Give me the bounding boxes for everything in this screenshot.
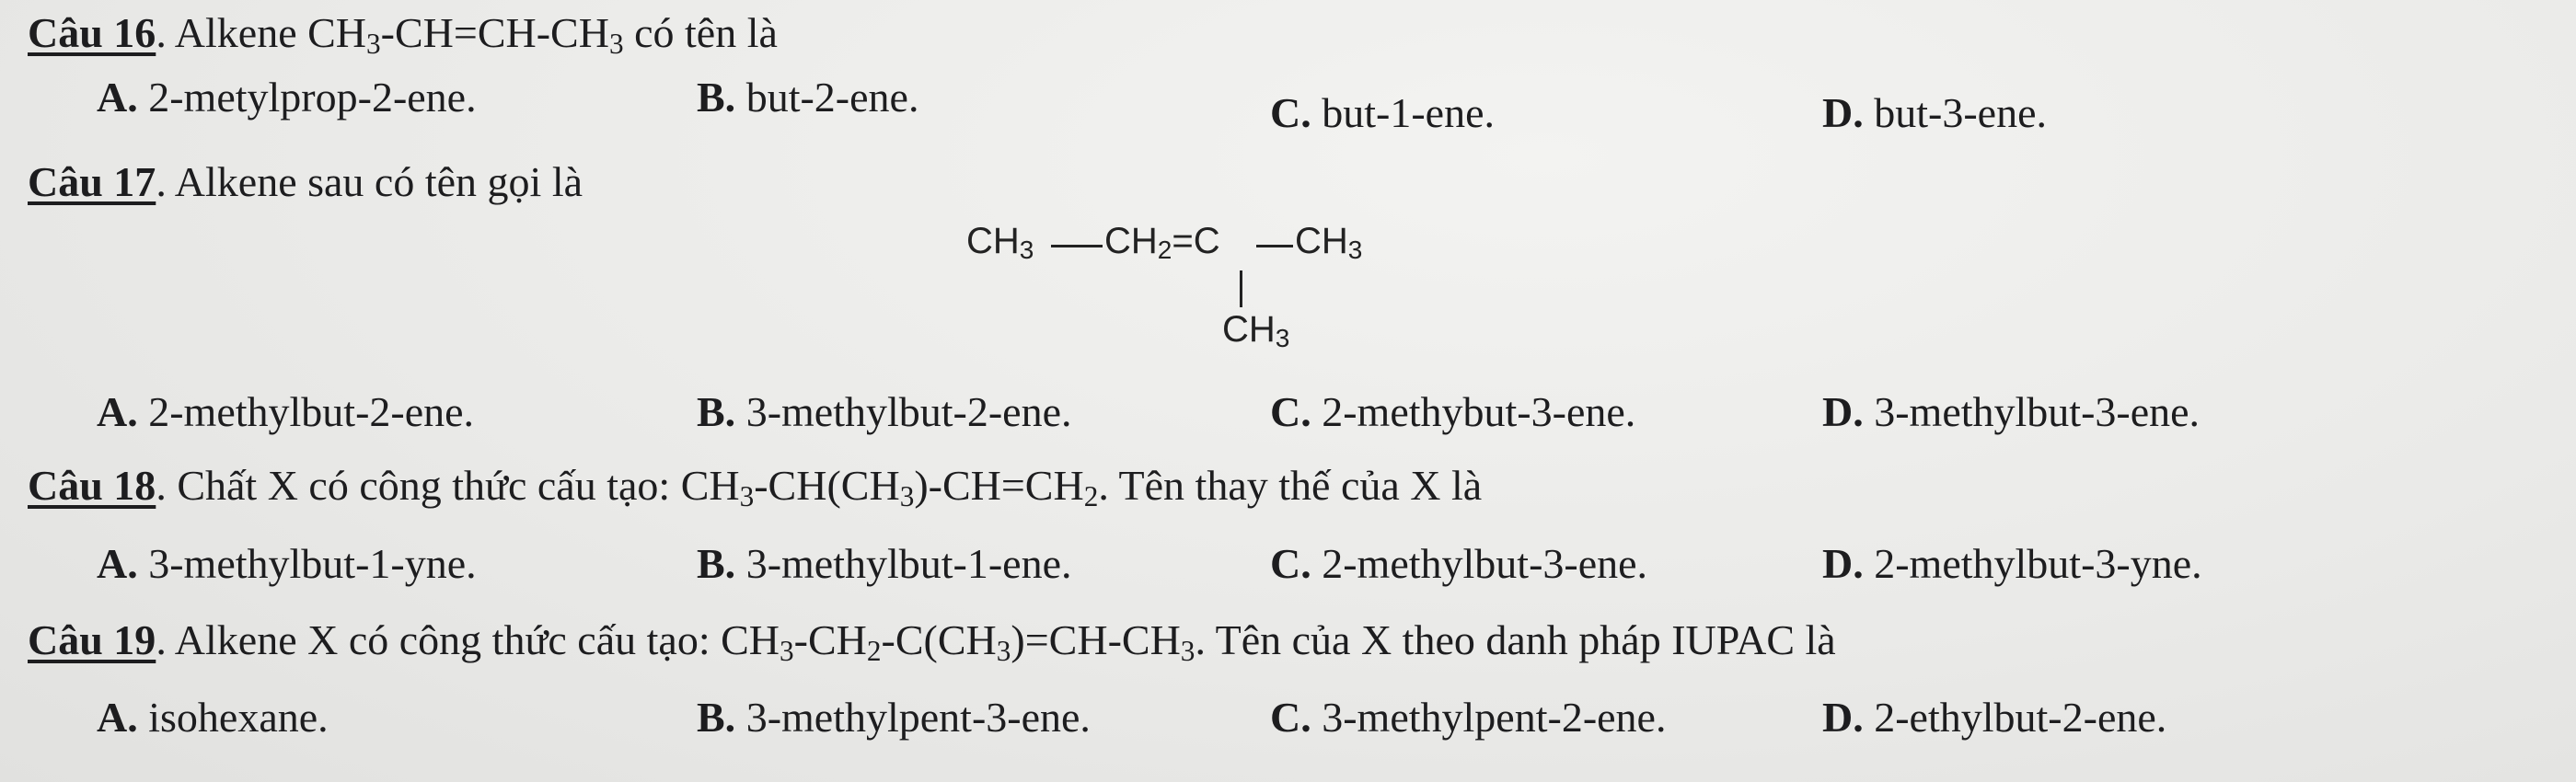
question-18-option-d[interactable]: D. 2-methylbut-3-yne. [1822, 540, 2202, 587]
question-18-option-a[interactable]: A. 3-methylbut-1-yne. [97, 540, 477, 587]
question-19-stem: Câu 19. Alkene X có công thức cấu tạo: $CH_3-CH_2-C(CH_3)=CH-CH_3$. Tên của X theo danh pháp IUPAC là [28, 616, 1836, 667]
question-18-formula: $CH_3-CH(CH_3)-CH=CH_2$ [680, 462, 1099, 512]
question-17-option-b[interactable]: B. 3-methylbut-2-ene. [697, 388, 1072, 435]
question-18-option-c[interactable]: C. 2-methylbut-3-ene. [1270, 540, 1648, 587]
question-17-option-d[interactable]: D. 3-methylbut-3-ene. [1822, 388, 2201, 435]
structure-bond-1 [1051, 245, 1103, 247]
structure-ch2: $CH_2=C$ [1104, 221, 1220, 265]
question-18-stem: Câu 18. Chất X có công thức cấu tạo: $CH_3-CH(CH_3)-CH=CH_2$. Tên thay thế của X là [28, 462, 1483, 512]
question-18-option-b[interactable]: B. 3-methylbut-1-ene. [697, 540, 1072, 587]
structure-ch3-left: $CH_3$ [966, 221, 1034, 265]
question-17-option-a[interactable]: A. 2-methylbut-2-ene. [97, 388, 475, 435]
question-16-option-a[interactable]: A. 2-metylprop-2-ene. [97, 74, 477, 121]
question-16-stem: Câu 16. Alkene $CH_3-CH=CH-CH_3$ có tên là [28, 9, 778, 60]
question-19-label: Câu 19 [28, 616, 156, 663]
question-17-label: Câu 17 [28, 158, 156, 205]
question-19-option-d[interactable]: D. 2-ethylbut-2-ene. [1822, 694, 2167, 741]
structure-ch3-right: $CH_3$ [1295, 221, 1363, 265]
question-18-label: Câu 18 [28, 462, 156, 509]
question-19-option-b[interactable]: B. 3-methylpent-3-ene. [697, 694, 1091, 741]
question-17-option-c[interactable]: C. 2-methybut-3-ene. [1270, 388, 1636, 435]
structure-bond-2 [1256, 245, 1293, 247]
question-19-option-c[interactable]: C. 3-methylpent-2-ene. [1270, 694, 1667, 741]
question-19-formula: $CH_3-CH_2-C(CH_3)=CH-CH_3$ [721, 616, 1196, 667]
question-16-option-d[interactable]: D. but-3-ene. [1822, 89, 2047, 136]
question-16-label: Câu 16 [28, 9, 156, 56]
question-16-formula: $CH_3-CH=CH-CH_3$ [307, 9, 624, 60]
question-19-option-a[interactable]: A. isohexane. [97, 694, 329, 741]
structure-bond-vertical [1240, 270, 1242, 307]
structural-formula [966, 221, 1363, 359]
structure-ch3-branch: $CH_3$ [1222, 309, 1290, 353]
question-16-option-b[interactable]: B. but-2-ene. [697, 74, 919, 121]
question-16-option-c[interactable]: C. but-1-ene. [1270, 89, 1495, 136]
question-17-stem: Câu 17. Alkene sau có tên gọi là [28, 158, 583, 205]
